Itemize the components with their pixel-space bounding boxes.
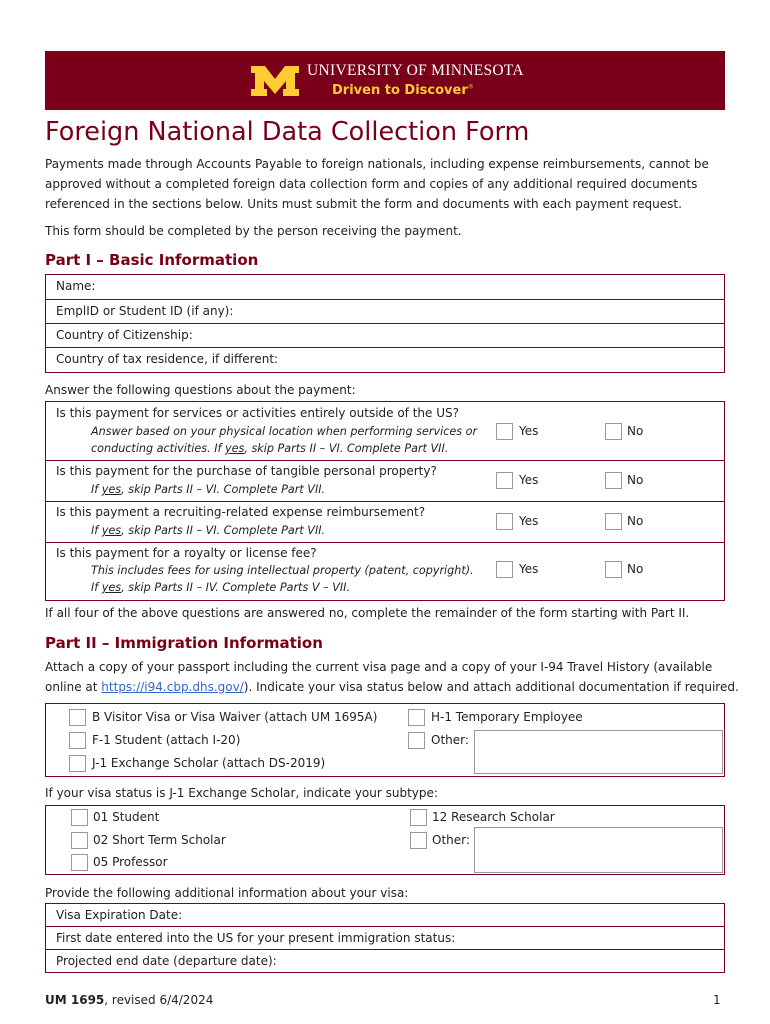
question-note: conducting activities. If yes, skip Parts II – VI. Complete Part VII. (91, 442, 449, 455)
name-field[interactable]: Name: (46, 275, 724, 300)
intro-line-2: approved without a completed foreign data collection form and copies of any additional required documents (45, 177, 698, 191)
subtype-intro: If your visa status is J-1 Exchange Scholar, indicate your subtype: (45, 786, 438, 800)
subtype-other-label: Other: (432, 833, 470, 847)
question-text: Is this payment a recruiting-related expense reimbursement? (56, 505, 426, 519)
subtype-other-input[interactable] (474, 827, 723, 873)
intro-line-1: Payments made through Accounts Payable to foreign nationals, including expense reimbursements, cannot be (45, 157, 709, 171)
visa-other-checkbox[interactable] (408, 732, 425, 749)
university-name: UNIVERSITY OF MINNESOTA (307, 62, 524, 79)
subtype-05-checkbox[interactable] (71, 854, 88, 871)
j1-subtype-box (45, 805, 725, 875)
visa-other-label: Other: (431, 733, 469, 747)
no-label: No (627, 473, 644, 487)
registered-mark: ® (467, 83, 474, 91)
question-row-recruiting (46, 501, 724, 543)
subtype-01-label: 01 Student (93, 810, 160, 824)
form-revision: UM 1695, revised 6/4/2024 (45, 993, 214, 1007)
subtype-02-checkbox[interactable] (71, 832, 88, 849)
subtype-05-label: 05 Professor (93, 855, 168, 869)
projected-end-date-field[interactable]: Projected end date (departure date): (56, 954, 277, 968)
question-text: Is this payment for a royalty or license fee? (56, 546, 317, 560)
page-number: 1 (713, 993, 721, 1007)
subtype-12-label: 12 Research Scholar (432, 810, 555, 824)
yes-checkbox[interactable] (496, 472, 513, 489)
subtype-12-checkbox[interactable] (410, 809, 427, 826)
payment-questions-table (45, 401, 725, 601)
attach-line-1: Attach a copy of your passport including the current visa page and a copy of your I-94 Travel History (available (45, 660, 713, 674)
no-label: No (627, 562, 644, 576)
no-label: No (627, 424, 644, 438)
question-row-royalty (46, 542, 724, 599)
question-row-property (46, 460, 724, 502)
visa-expiration-field[interactable]: Visa Expiration Date: (46, 904, 724, 927)
part1-heading: Part I – Basic Information (45, 251, 259, 269)
emplid-field[interactable]: EmplID or Student ID (if any): (46, 300, 724, 324)
j1-label: J-1 Exchange Scholar (attach DS-2019) (92, 756, 326, 770)
university-banner (45, 51, 725, 110)
first-entry-date-field[interactable]: First date entered into the US for your present immigration status: (46, 927, 724, 950)
question-note: If yes, skip Parts II – VI. Complete Part VII. (91, 524, 326, 537)
questions-intro: Answer the following questions about the payment: (45, 383, 356, 397)
part2-heading: Part II – Immigration Information (45, 634, 323, 652)
question-note: If yes, skip Parts II – VI. Complete Part VII. (91, 483, 326, 496)
tagline: Driven to Discover® (332, 83, 474, 98)
page-title: Foreign National Data Collection Form (45, 117, 530, 147)
yes-label: Yes (519, 424, 539, 438)
no-checkbox[interactable] (605, 513, 622, 530)
basic-info-table (45, 274, 725, 373)
attach-line-2: online at https://i94.cbp.dhs.gov/). Indicate your visa status below and attach additional documentation if required. (45, 680, 739, 694)
h1-checkbox[interactable] (408, 709, 425, 726)
completed-by-text: This form should be completed by the person receiving the payment. (45, 224, 462, 238)
visa-status-box (45, 703, 725, 777)
i94-link[interactable]: https://i94.cbp.dhs.gov/ (101, 680, 244, 694)
no-label: No (627, 514, 644, 528)
subtype-02-label: 02 Short Term Scholar (93, 833, 226, 847)
question-note: Answer based on your physical location when performing services or (91, 425, 478, 438)
yes-checkbox[interactable] (496, 423, 513, 440)
question-note: If yes, skip Parts II – IV. Complete Parts V – VII. (91, 581, 350, 594)
subtype-other-checkbox[interactable] (410, 832, 427, 849)
visa-other-input[interactable] (474, 730, 723, 774)
question-row-services (46, 402, 724, 461)
yes-label: Yes (519, 514, 539, 528)
yes-label: Yes (519, 473, 539, 487)
visa-details-table (45, 903, 725, 973)
no-checkbox[interactable] (605, 423, 622, 440)
b-visa-checkbox[interactable] (69, 709, 86, 726)
f1-label: F-1 Student (attach I-20) (92, 733, 241, 747)
tax-residence-field[interactable]: Country of tax residence, if different: (56, 352, 279, 366)
b-visa-label: B Visitor Visa or Visa Waiver (attach UM 1695A) (92, 710, 378, 724)
yes-label: Yes (519, 562, 539, 576)
yes-checkbox[interactable] (496, 561, 513, 578)
subtype-01-checkbox[interactable] (71, 809, 88, 826)
f1-checkbox[interactable] (69, 732, 86, 749)
all-no-instruction: If all four of the above questions are answered no, complete the remainder of the form starting with Part II. (45, 606, 690, 620)
h1-label: H-1 Temporary Employee (431, 710, 583, 724)
yes-checkbox[interactable] (496, 513, 513, 530)
question-note: This includes fees for using intellectual property (patent, copyright). (91, 564, 474, 577)
j1-checkbox[interactable] (69, 755, 86, 772)
block-m-logo (251, 66, 299, 96)
additional-intro: Provide the following additional information about your visa: (45, 886, 409, 900)
no-checkbox[interactable] (605, 561, 622, 578)
question-text: Is this payment for the purchase of tangible personal property? (56, 464, 437, 478)
citizenship-field[interactable]: Country of Citizenship: (46, 324, 724, 348)
intro-line-3: referenced in the sections below. Units must submit the form and documents with each payment request. (45, 197, 682, 211)
no-checkbox[interactable] (605, 472, 622, 489)
question-text: Is this payment for services or activities entirely outside of the US? (56, 406, 459, 420)
